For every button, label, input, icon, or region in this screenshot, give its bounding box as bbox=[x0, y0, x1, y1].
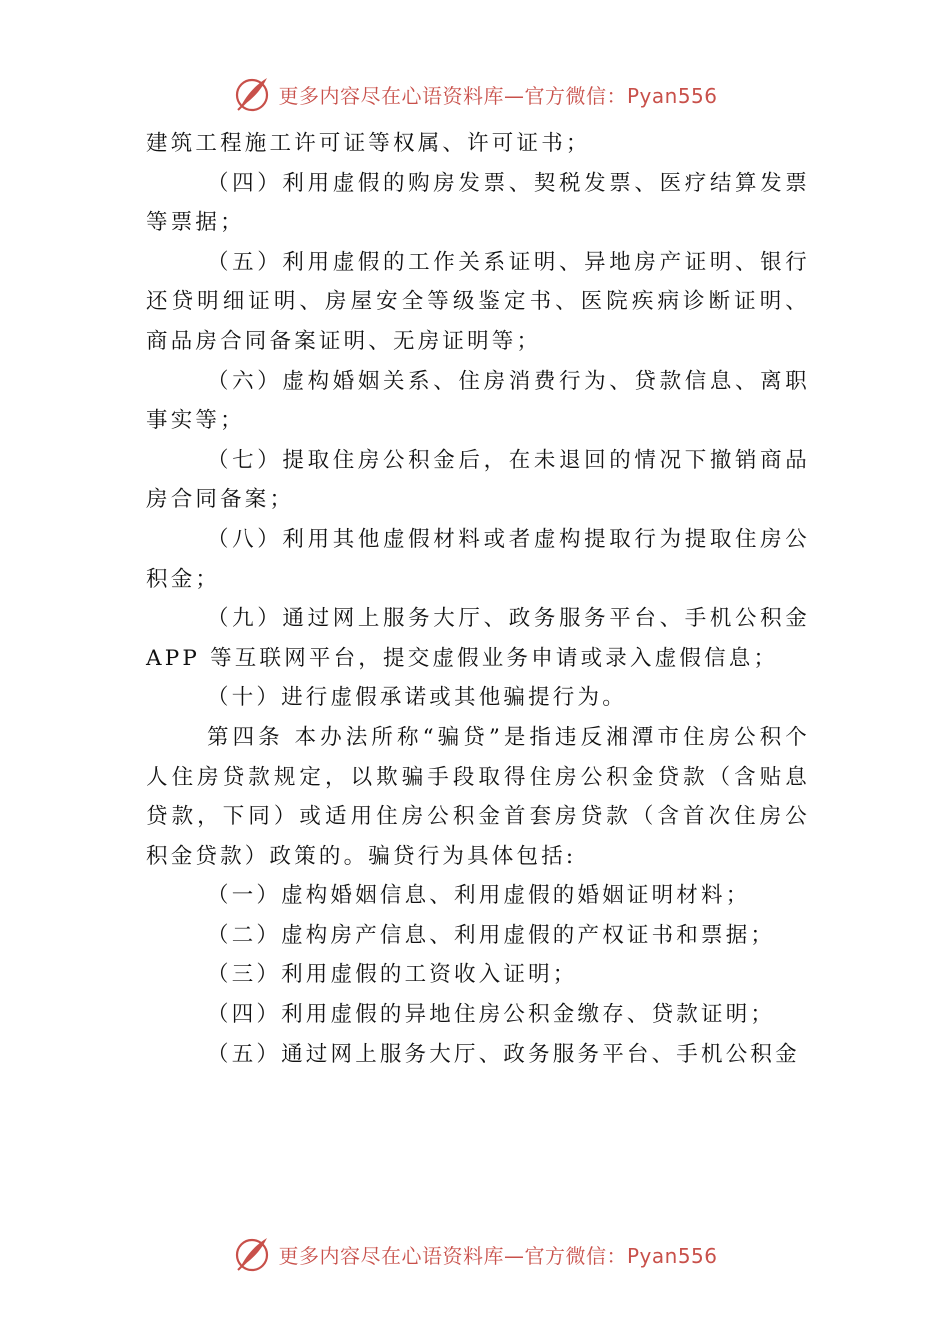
document-body bbox=[146, 124, 810, 1074]
header-banner bbox=[0, 72, 950, 116]
paragraph: （一）虚构婚姻信息、利用虚假的婚姻证明材料； bbox=[207, 883, 751, 909]
wechat-id: Pyan556 bbox=[626, 83, 718, 108]
paragraph: （十）进行虚假承诺或其他骗提行为。 bbox=[207, 685, 627, 711]
paragraph: （五）利用虚假的工作关系证明、异地房产证明、银行还贷明细证明、房屋安全等级鉴定书、医院疾病诊断证明、 商品房合同备案证明、无房证明等； bbox=[146, 249, 810, 354]
feather-quill-logo-icon bbox=[232, 1234, 272, 1274]
paragraph: （八）利用其他虚假材料或者虚构提取行为提取住房公积金； bbox=[146, 526, 810, 592]
paragraph: 建筑工程施工许可证等权属、许可证书； bbox=[146, 131, 591, 156]
paragraph: （四）利用虚假的异地住房公积金缴存、贷款证明； bbox=[207, 1002, 776, 1028]
feather-quill-logo-icon bbox=[232, 74, 272, 114]
footer-banner bbox=[0, 1232, 950, 1276]
paragraph: （二）虚构房产信息、利用虚假的产权证书和票据； bbox=[207, 922, 776, 948]
paragraph: （三）利用虚假的工资收入证明； bbox=[207, 962, 578, 988]
paragraph: （四）利用虚假的购房发票、契税发票、医疗结算发票等票据； bbox=[146, 170, 810, 236]
banner-text: 更多内容尽在心语资料库—官方微信：Pyan556 bbox=[278, 83, 718, 108]
wechat-id: Pyan556 bbox=[626, 1243, 718, 1268]
paragraph: （七）提取住房公积金后，在未退回的情况下撤销商品房合同备案； bbox=[146, 447, 810, 513]
paragraph: 第四条 本办法所称“骗贷”是指违反湘潭市住房公积个人住房贷款规定，以欺骗手段取得住房公积金贷款（含贴息贷款，下同）或适用住房公积金首套房贷款（含首次住房公积金贷款）政策的。骗贷行为具体包括: bbox=[146, 724, 810, 869]
paragraph: （五）通过网上服务大厅、政务服务平台、手机公积金 bbox=[207, 1041, 800, 1067]
banner-text: 更多内容尽在心语资料库—官方微信：Pyan556 bbox=[278, 1243, 718, 1268]
paragraph: （九）通过网上服务大厅、政务服务平台、手机公积金APP 等互联网平台，提交虚假业务申请或录入虚假信息； bbox=[146, 606, 810, 671]
paragraph: （六）虚构婚姻关系、住房消费行为、贷款信息、离职事实等； bbox=[146, 368, 810, 434]
